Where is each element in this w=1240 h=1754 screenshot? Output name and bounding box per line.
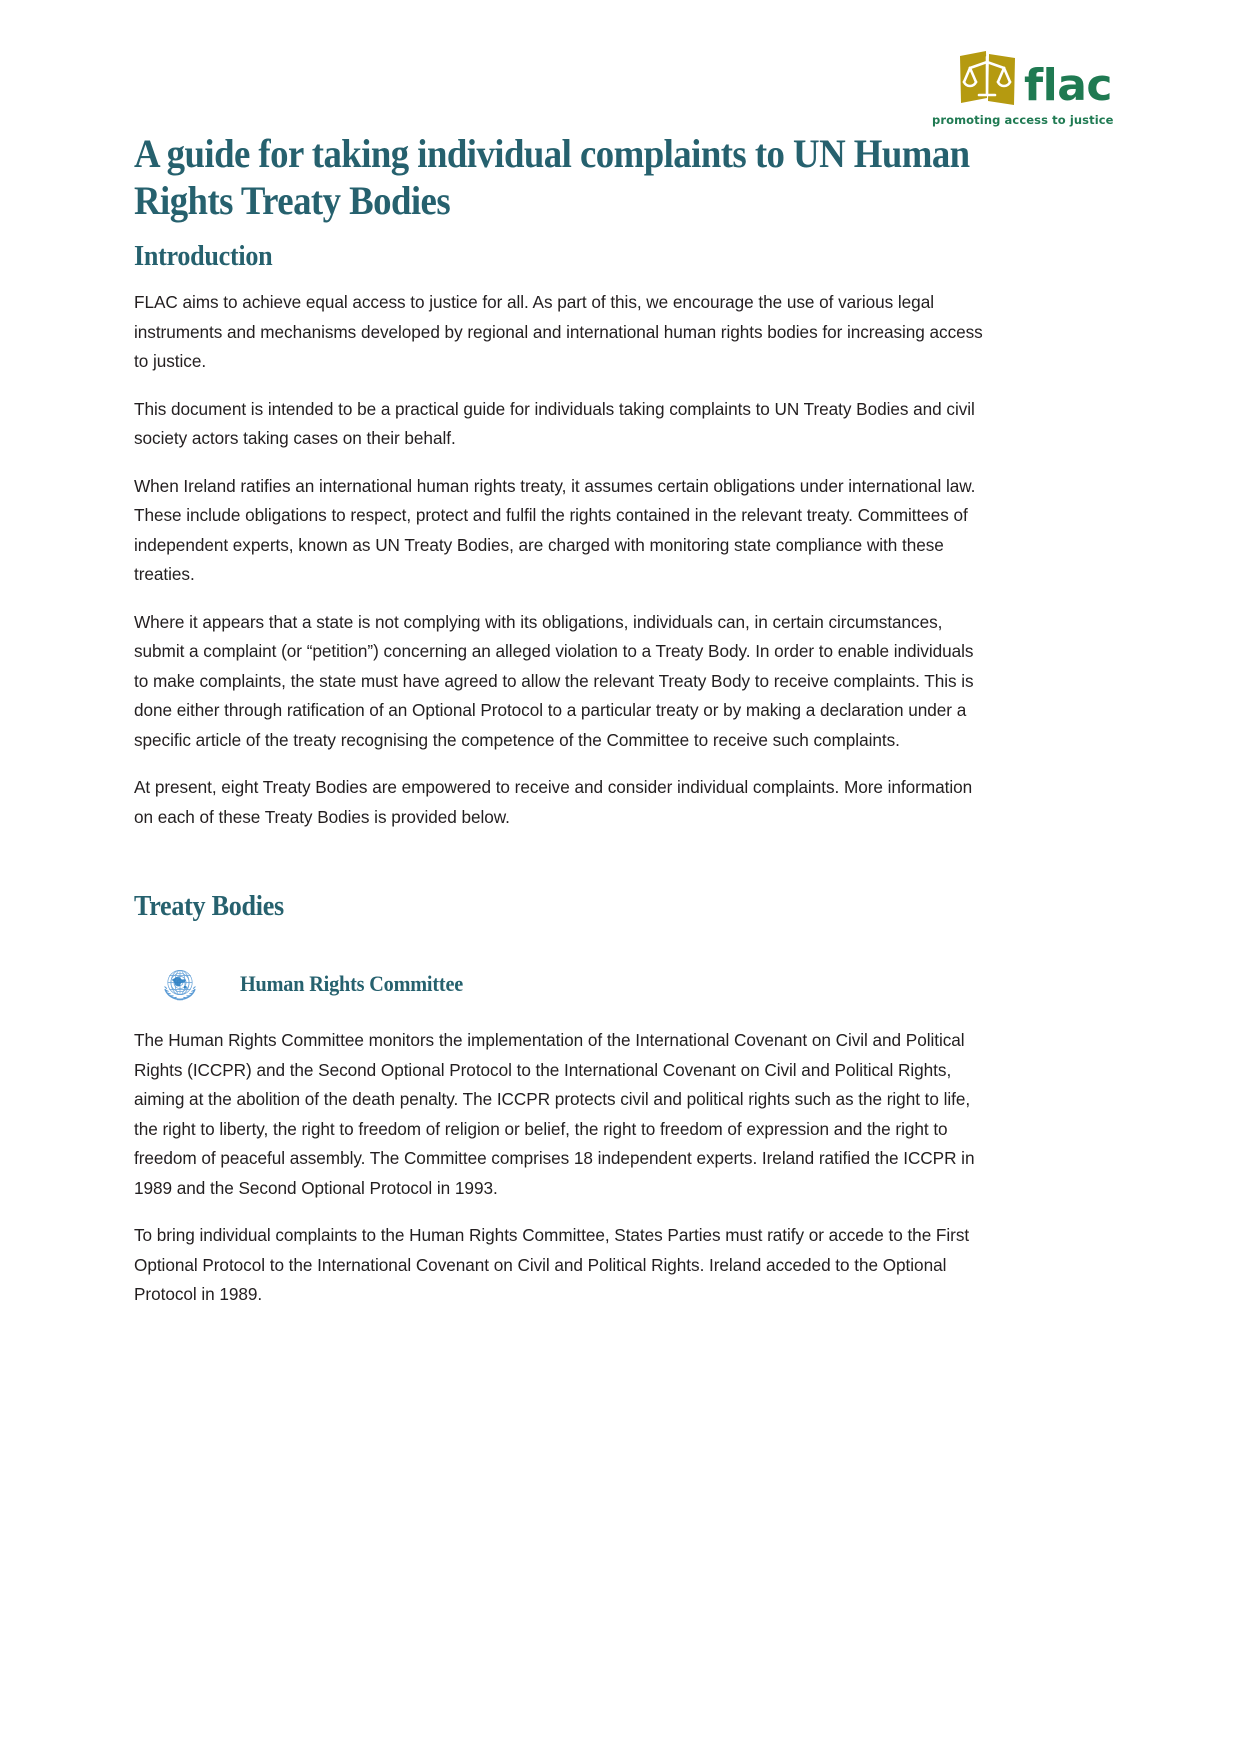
paragraph: FLAC aims to achieve equal access to justice for all. As part of this, we encourage the use of various legal instruments and mechanisms developed by regional and international human rights bodies for increasing access to justice. xyxy=(134,292,983,371)
scales-of-justice-icon xyxy=(956,48,1018,110)
logo-wordmark: flac xyxy=(1024,60,1112,111)
treaty-body-header xyxy=(134,964,992,1004)
section-heading-treaty-bodies: Treaty Bodies xyxy=(134,890,284,922)
treaty-body-name: Human Rights Committee xyxy=(240,971,464,996)
paragraph: When Ireland ratifies an international human rights treaty, it assumes certain obligations under international law. These include obligations to respect, protect and fulfil the rights contained in the relevant treaty. Committees of independent experts, known as UN Treaty Bodies, are charged with monitoring state compliance with these treaties. xyxy=(134,475,976,584)
paragraph: Where it appears that a state is not complying with its obligations, individuals can, in certain circumstances, submit a complaint (or “petition”) concerning an alleged violation to a Treaty Body. In order to enable individuals to make complaints, the state must have agreed to allow the relevant Treaty Body to receive complaints. This is done either through ratification of an Optional Protocol to a particular treaty or by making a declaration under a specific article of the treaty recognising the competence of the Committee to receive such complaints. xyxy=(134,611,974,750)
flac-logo xyxy=(932,48,1112,138)
paragraph: This document is intended to be a practical guide for individuals taking complaints to UN Treaty Bodies and civil society actors taking cases on their behalf. xyxy=(134,398,975,448)
paragraph: At present, eight Treaty Bodies are empowered to receive and consider individual complaints. More information on each of these Treaty Bodies is provided below. xyxy=(134,777,973,827)
paragraph: To bring individual complaints to the Human Rights Committee, States Parties must ratify or accede to the First Optional Protocol to the International Covenant on Civil and Political Rights. Ireland acceded to the Optional Protocol in 1989. xyxy=(134,1225,970,1304)
treaty-body-entry xyxy=(134,964,992,1310)
paragraph: The Human Rights Committee monitors the implementation of the International Covenant on Civil and Political Rights (ICCPR) and the Second Optional Protocol to the International Covenant on Civil and Political Rights, aiming at the abolition of the death penalty. The ICCPR protects civil and political rights such as the right to life, the right to liberty, the right to freedom of religion or belief, the right to freedom of expression and the right to freedom of peaceful assembly. The Committee comprises 18 independent experts. Ireland ratified the ICCPR in 1989 and the Second Optional Protocol in 1993. xyxy=(134,1030,975,1198)
page-title: A guide for taking individual complaints to UN Human Rights Treaty Bodies xyxy=(134,131,970,223)
logo-row xyxy=(932,48,1112,110)
logo-tagline: promoting access to justice xyxy=(932,113,1114,127)
section-heading-introduction: Introduction xyxy=(134,240,273,272)
un-emblem-icon xyxy=(160,964,200,1004)
document-body xyxy=(134,130,992,1328)
